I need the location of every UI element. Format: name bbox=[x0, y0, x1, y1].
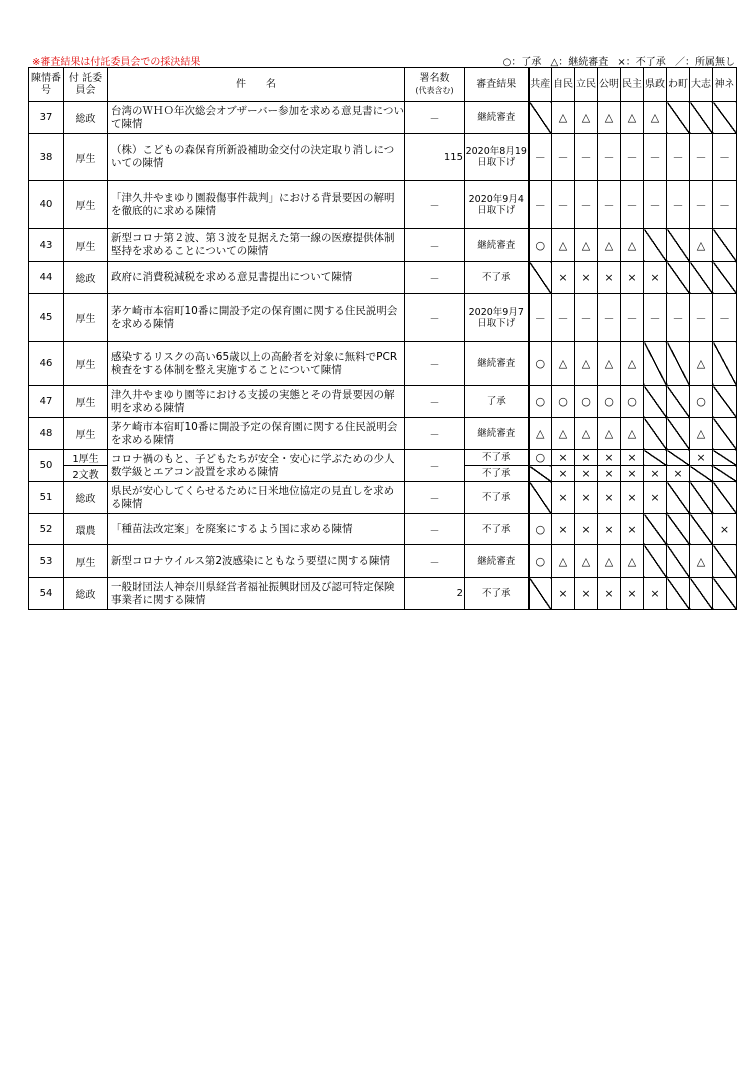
signature-count: － bbox=[405, 102, 465, 134]
petition-number: 40 bbox=[29, 181, 64, 229]
vote-cell: － bbox=[690, 134, 713, 181]
signature-count: － bbox=[405, 418, 465, 450]
result: 継続審査 bbox=[465, 342, 529, 386]
subject: コロナ禍のもと、子どもたちが安全・安心に学ぶための少人数学級とエアコン設置を求める陳情 bbox=[108, 450, 405, 482]
vote-cell: － bbox=[667, 294, 690, 342]
vote-cell: － bbox=[552, 134, 575, 181]
subject: 茅ケ崎市本宿町10番に開設予定の保育園に関する住民説明会を求める陳情 bbox=[108, 294, 405, 342]
signature-count: － bbox=[405, 181, 465, 229]
vote-cell: ○ bbox=[690, 386, 713, 418]
vote-cell: ○ bbox=[529, 386, 552, 418]
vote-cell: － bbox=[529, 181, 552, 229]
vote-cell: × bbox=[598, 578, 621, 610]
subject: 津久井やまゆり園等における支援の実態とその背景要因の解明を求める陳情 bbox=[108, 386, 405, 418]
vote-cell-none bbox=[713, 482, 737, 514]
committee: 厚生 bbox=[64, 134, 108, 181]
header-party: 自民 bbox=[552, 68, 575, 102]
vote-cell: △ bbox=[621, 229, 644, 262]
vote-cell: △ bbox=[552, 418, 575, 450]
header-result: 審査結果 bbox=[465, 68, 529, 102]
vote-cell: － bbox=[713, 294, 737, 342]
vote-cell: △ bbox=[575, 229, 598, 262]
vote-cell: － bbox=[575, 181, 598, 229]
header-party: 立民 bbox=[575, 68, 598, 102]
vote-cell: △ bbox=[552, 229, 575, 262]
table-row bbox=[29, 514, 737, 545]
result: 継続審査 bbox=[465, 102, 529, 134]
vote-cell: △ bbox=[621, 545, 644, 578]
vote-cell: × bbox=[598, 482, 621, 514]
signature-count: － bbox=[405, 545, 465, 578]
vote-cell-none bbox=[644, 450, 667, 466]
vote-cell: － bbox=[598, 134, 621, 181]
vote-cell: － bbox=[667, 181, 690, 229]
vote-cell: － bbox=[621, 294, 644, 342]
vote-cell: × bbox=[575, 578, 598, 610]
vote-cell: △ bbox=[552, 342, 575, 386]
header-party: 大志 bbox=[690, 68, 713, 102]
vote-cell: △ bbox=[529, 418, 552, 450]
vote-cell: × bbox=[621, 450, 644, 466]
result: 不了承 bbox=[465, 482, 529, 514]
result: 不了承 bbox=[465, 450, 529, 466]
legend-item: ○：了承 bbox=[502, 57, 542, 68]
table-row bbox=[29, 294, 737, 342]
signature-count: － bbox=[405, 482, 465, 514]
vote-cell: △ bbox=[644, 102, 667, 134]
vote-cell-none bbox=[667, 578, 690, 610]
table-row bbox=[29, 134, 737, 181]
table-row bbox=[29, 262, 737, 294]
vote-cell: － bbox=[644, 294, 667, 342]
petition-number: 53 bbox=[29, 545, 64, 578]
result: 継続審査 bbox=[465, 418, 529, 450]
petition-number: 52 bbox=[29, 514, 64, 545]
vote-cell: × bbox=[598, 450, 621, 466]
petition-number: 43 bbox=[29, 229, 64, 262]
vote-cell-none bbox=[690, 578, 713, 610]
petition-number: 38 bbox=[29, 134, 64, 181]
header-party: 県政 bbox=[644, 68, 667, 102]
vote-cell-none bbox=[713, 102, 737, 134]
subject: 「津久井やまゆり園殺傷事件裁判」における背景要因の解明を徹底的に求める陳情 bbox=[108, 181, 405, 229]
header-party: わ町 bbox=[667, 68, 690, 102]
vote-cell-none bbox=[667, 450, 690, 466]
vote-cell-none bbox=[690, 102, 713, 134]
vote-cell-none bbox=[690, 482, 713, 514]
vote-cell: × bbox=[552, 578, 575, 610]
vote-cell: × bbox=[621, 514, 644, 545]
vote-cell: － bbox=[575, 134, 598, 181]
vote-cell: － bbox=[713, 181, 737, 229]
signature-count: 115 bbox=[405, 134, 465, 181]
header-signatures-sub: (代表含む) bbox=[415, 85, 454, 95]
header-signatures bbox=[405, 68, 465, 102]
vote-cell: × bbox=[552, 466, 575, 482]
header-party: 神ネ bbox=[713, 68, 737, 102]
vote-cell-none bbox=[667, 342, 690, 386]
vote-cell: × bbox=[598, 466, 621, 482]
petition-table bbox=[28, 67, 737, 610]
vote-cell: － bbox=[529, 294, 552, 342]
vote-cell: － bbox=[713, 134, 737, 181]
vote-cell: △ bbox=[598, 342, 621, 386]
legend-item: ／：所属無し bbox=[675, 57, 735, 68]
vote-cell: △ bbox=[575, 342, 598, 386]
petition-number: 45 bbox=[29, 294, 64, 342]
header-party: 民主 bbox=[621, 68, 644, 102]
table-row bbox=[29, 386, 737, 418]
signature-count: － bbox=[405, 262, 465, 294]
result: 継続審査 bbox=[465, 229, 529, 262]
vote-cell-none bbox=[713, 262, 737, 294]
vote-cell: △ bbox=[690, 545, 713, 578]
vote-cell-none bbox=[529, 482, 552, 514]
vote-cell: △ bbox=[690, 342, 713, 386]
legend-item: ×：不了承 bbox=[617, 57, 666, 68]
subject: （株）こどもの森保育所新設補助金交付の決定取り消しについての陳情 bbox=[108, 134, 405, 181]
vote-cell-none bbox=[529, 102, 552, 134]
petition-number: 51 bbox=[29, 482, 64, 514]
vote-cell: × bbox=[552, 514, 575, 545]
vote-cell-none bbox=[667, 545, 690, 578]
vote-cell: × bbox=[552, 482, 575, 514]
vote-cell: ○ bbox=[621, 386, 644, 418]
subject: 台湾のＷＨＯ年次総会オブザーバー参加を求める意見書について陳情 bbox=[108, 102, 405, 134]
committee: 厚生 bbox=[64, 545, 108, 578]
committee: 環農 bbox=[64, 514, 108, 545]
signature-count: － bbox=[405, 450, 465, 482]
table-row bbox=[29, 545, 737, 578]
petition-number: 50 bbox=[29, 450, 64, 482]
vote-cell: △ bbox=[690, 229, 713, 262]
legend-item: △：継続審査 bbox=[550, 57, 609, 68]
vote-cell: △ bbox=[621, 418, 644, 450]
table-row bbox=[29, 229, 737, 262]
committee: 1厚生 bbox=[64, 450, 108, 466]
vote-cell: ○ bbox=[598, 386, 621, 418]
vote-cell: × bbox=[552, 262, 575, 294]
vote-cell: － bbox=[690, 181, 713, 229]
vote-cell: △ bbox=[621, 342, 644, 386]
vote-cell: × bbox=[552, 450, 575, 466]
subject: 政府に消費税減税を求める意見書提出について陳情 bbox=[108, 262, 405, 294]
result: 了承 bbox=[465, 386, 529, 418]
vote-cell-none bbox=[529, 262, 552, 294]
vote-cell: × bbox=[598, 514, 621, 545]
vote-cell: － bbox=[575, 294, 598, 342]
header-party: 公明 bbox=[598, 68, 621, 102]
signature-count: － bbox=[405, 386, 465, 418]
vote-cell: ○ bbox=[529, 450, 552, 466]
vote-cell: × bbox=[575, 466, 598, 482]
vote-cell: ○ bbox=[529, 342, 552, 386]
vote-cell: － bbox=[644, 134, 667, 181]
vote-cell-none bbox=[690, 466, 713, 482]
vote-cell: － bbox=[529, 134, 552, 181]
petition-number: 47 bbox=[29, 386, 64, 418]
vote-cell: × bbox=[644, 482, 667, 514]
vote-cell-none bbox=[644, 229, 667, 262]
vote-cell-none bbox=[644, 514, 667, 545]
vote-cell-none bbox=[690, 262, 713, 294]
vote-cell: × bbox=[644, 262, 667, 294]
vote-cell: ○ bbox=[529, 229, 552, 262]
vote-cell: － bbox=[621, 134, 644, 181]
committee: 2文教 bbox=[64, 466, 108, 482]
vote-cell: △ bbox=[552, 545, 575, 578]
committee: 厚生 bbox=[64, 342, 108, 386]
committee: 厚生 bbox=[64, 386, 108, 418]
vote-cell: △ bbox=[575, 545, 598, 578]
vote-cell: × bbox=[621, 578, 644, 610]
vote-cell: × bbox=[644, 578, 667, 610]
signature-count: － bbox=[405, 294, 465, 342]
vote-cell: － bbox=[598, 181, 621, 229]
vote-cell: × bbox=[575, 450, 598, 466]
result: 継続審査 bbox=[465, 545, 529, 578]
header-signatures-label: 署名数 bbox=[419, 72, 450, 84]
vote-cell-none bbox=[667, 386, 690, 418]
result: 不了承 bbox=[465, 578, 529, 610]
result: 不了承 bbox=[465, 466, 529, 482]
signature-count: － bbox=[405, 342, 465, 386]
header-row bbox=[29, 68, 737, 102]
petition-number: 37 bbox=[29, 102, 64, 134]
vote-cell: △ bbox=[621, 102, 644, 134]
vote-cell: × bbox=[690, 450, 713, 466]
result: 2020年9月7日取下げ bbox=[465, 294, 529, 342]
committee: 総政 bbox=[64, 262, 108, 294]
vote-cell-none bbox=[713, 418, 737, 450]
vote-cell: △ bbox=[552, 102, 575, 134]
subject: 感染するリスクの高い65歳以上の高齢者を対象に無料でPCR検査をする体制を整え実施することについて陳情 bbox=[108, 342, 405, 386]
vote-cell-none bbox=[713, 578, 737, 610]
vote-cell: × bbox=[575, 482, 598, 514]
vote-cell: × bbox=[621, 466, 644, 482]
table-row bbox=[29, 418, 737, 450]
vote-cell: × bbox=[713, 514, 737, 545]
table-row bbox=[29, 342, 737, 386]
vote-cell: △ bbox=[690, 418, 713, 450]
table-row bbox=[29, 450, 737, 466]
vote-cell: － bbox=[667, 134, 690, 181]
result: 不了承 bbox=[465, 262, 529, 294]
petition-number: 48 bbox=[29, 418, 64, 450]
vote-cell-none bbox=[667, 102, 690, 134]
vote-cell: ○ bbox=[552, 386, 575, 418]
table-row bbox=[29, 181, 737, 229]
committee: 総政 bbox=[64, 578, 108, 610]
signature-count: － bbox=[405, 229, 465, 262]
vote-cell: － bbox=[621, 181, 644, 229]
vote-cell: △ bbox=[575, 418, 598, 450]
subject: 「種苗法改定案」を廃案にするよう国に求める陳情 bbox=[108, 514, 405, 545]
vote-cell: － bbox=[598, 294, 621, 342]
subject: 新型コロナ第２波、第３波を見据えた第一線の医療提供体制堅持を求めることについての陳情 bbox=[108, 229, 405, 262]
petition-number: 46 bbox=[29, 342, 64, 386]
vote-cell: △ bbox=[598, 229, 621, 262]
vote-cell-none bbox=[667, 418, 690, 450]
vote-cell-none bbox=[713, 342, 737, 386]
result: 不了承 bbox=[465, 514, 529, 545]
subject: 新型コロナウイルス第2波感染にともなう要望に関する陳情 bbox=[108, 545, 405, 578]
vote-cell-none bbox=[713, 545, 737, 578]
vote-cell-none bbox=[529, 578, 552, 610]
vote-cell: － bbox=[552, 181, 575, 229]
vote-cell-none bbox=[713, 466, 737, 482]
vote-cell: × bbox=[621, 482, 644, 514]
committee: 厚生 bbox=[64, 181, 108, 229]
result: 2020年8月19日取下げ bbox=[465, 134, 529, 181]
vote-cell-none bbox=[713, 386, 737, 418]
vote-cell: × bbox=[644, 466, 667, 482]
signature-count: 2 bbox=[405, 578, 465, 610]
vote-cell-none bbox=[644, 342, 667, 386]
subject: 一般財団法人神奈川県経営者福祉振興財団及び認可特定保険事業者に関する陳情 bbox=[108, 578, 405, 610]
vote-cell-none bbox=[644, 418, 667, 450]
subject: 茅ケ崎市本宿町10番に開設予定の保育園に関する住民説明会を求める陳情 bbox=[108, 418, 405, 450]
header-subject: 件 名 bbox=[108, 68, 405, 102]
vote-cell: × bbox=[667, 466, 690, 482]
vote-cell-none bbox=[644, 386, 667, 418]
vote-cell: × bbox=[575, 262, 598, 294]
vote-cell: － bbox=[552, 294, 575, 342]
committee: 厚生 bbox=[64, 294, 108, 342]
table-row bbox=[29, 578, 737, 610]
vote-cell: － bbox=[644, 181, 667, 229]
result: 2020年9月4日取下げ bbox=[465, 181, 529, 229]
vote-cell: △ bbox=[598, 102, 621, 134]
vote-cell: ○ bbox=[529, 514, 552, 545]
petition-number: 54 bbox=[29, 578, 64, 610]
table-row bbox=[29, 102, 737, 134]
committee: 厚生 bbox=[64, 229, 108, 262]
signature-count: － bbox=[405, 514, 465, 545]
vote-cell: ○ bbox=[575, 386, 598, 418]
table-row bbox=[29, 482, 737, 514]
committee: 厚生 bbox=[64, 418, 108, 450]
note-text: ※審査結果は付託委員会での採決結果 bbox=[32, 57, 201, 68]
petition-number: 44 bbox=[29, 262, 64, 294]
committee: 総政 bbox=[64, 102, 108, 134]
vote-cell-none bbox=[667, 229, 690, 262]
vote-cell-none bbox=[529, 466, 552, 482]
vote-cell: △ bbox=[598, 545, 621, 578]
header-num: 陳情番号 bbox=[29, 68, 64, 102]
legend bbox=[497, 53, 735, 68]
vote-cell-none bbox=[713, 450, 737, 466]
vote-cell: △ bbox=[575, 102, 598, 134]
header-party: 共産 bbox=[529, 68, 552, 102]
vote-cell: △ bbox=[598, 418, 621, 450]
vote-cell: × bbox=[598, 262, 621, 294]
vote-cell-none bbox=[667, 262, 690, 294]
table-body bbox=[29, 102, 737, 610]
vote-cell: ○ bbox=[529, 545, 552, 578]
vote-cell-none bbox=[667, 514, 690, 545]
vote-cell-none bbox=[690, 514, 713, 545]
vote-cell: × bbox=[621, 262, 644, 294]
vote-cell-none bbox=[644, 545, 667, 578]
vote-cell-none bbox=[713, 229, 737, 262]
vote-cell-none bbox=[667, 482, 690, 514]
committee: 総政 bbox=[64, 482, 108, 514]
vote-cell: － bbox=[690, 294, 713, 342]
vote-cell: × bbox=[575, 514, 598, 545]
header-committee: 付 託委員会 bbox=[64, 68, 108, 102]
subject: 県民が安心してくらせるために日米地位協定の見直しを求める陳情 bbox=[108, 482, 405, 514]
